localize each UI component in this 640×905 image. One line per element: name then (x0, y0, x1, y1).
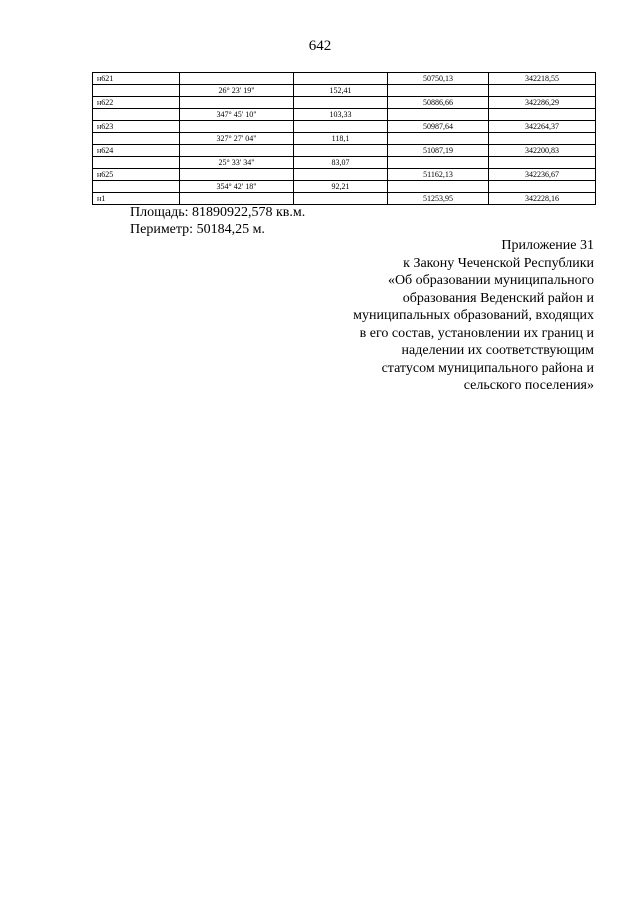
point-cell: н1 (93, 193, 180, 205)
length-cell (294, 169, 388, 181)
point-cell (93, 181, 180, 193)
table-row (93, 157, 596, 169)
bearing-cell (180, 73, 294, 85)
appendix-line: Приложение 31 (501, 238, 594, 253)
y-coordinate-cell: 342236,67 (489, 169, 596, 181)
appendix-line: в его состав, установлении их границ и (359, 325, 594, 341)
table-row (93, 145, 596, 157)
point-cell: н622 (93, 97, 180, 109)
appendix-line: муниципальных образований, входящих (353, 308, 594, 323)
bearing-cell (180, 121, 294, 133)
table-row (93, 193, 596, 205)
x-coordinate-cell: 50750,13 (388, 73, 489, 85)
bearing-cell (180, 169, 294, 181)
point-cell: н624 (93, 145, 180, 157)
table-row (93, 85, 596, 97)
x-coordinate-cell (388, 85, 489, 97)
y-coordinate-cell (489, 181, 596, 193)
point-cell (93, 85, 180, 97)
point-cell: н623 (93, 121, 180, 133)
length-cell: 83,07 (294, 157, 388, 169)
length-cell: 118,1 (294, 133, 388, 145)
length-cell: 103,33 (294, 109, 388, 121)
y-coordinate-cell: 342228,16 (489, 193, 596, 205)
length-cell (294, 121, 388, 133)
bearing-cell: 354° 42' 18" (180, 181, 294, 193)
appendix-line: наделении их соответствующим (401, 343, 594, 358)
point-cell (93, 133, 180, 145)
table-row (93, 181, 596, 193)
x-coordinate-cell: 51253,95 (388, 193, 489, 205)
length-cell: 92,21 (294, 181, 388, 193)
appendix-header (294, 237, 594, 395)
point-cell (93, 109, 180, 121)
x-coordinate-cell: 50987,64 (388, 121, 489, 133)
perimeter-text: Периметр: 50184,25 м. (130, 222, 265, 237)
page-number: 642 (308, 38, 332, 54)
area-text: Площадь: 81890922,578 кв.м. (130, 205, 306, 220)
y-coordinate-cell (489, 133, 596, 145)
x-coordinate-cell (388, 157, 489, 169)
point-cell: н625 (93, 169, 180, 181)
bearing-cell: 25° 33' 34" (180, 157, 294, 169)
bearing-cell: 327° 27' 04" (180, 133, 294, 145)
x-coordinate-cell: 51087,19 (388, 145, 489, 157)
table-row (93, 133, 596, 145)
length-cell (294, 145, 388, 157)
point-cell: н621 (93, 73, 180, 85)
bearing-cell: 347° 45' 10" (180, 109, 294, 121)
length-cell (294, 97, 388, 109)
appendix-line: образования Веденский район и (402, 290, 594, 306)
point-cell (93, 157, 180, 169)
length-cell (294, 193, 388, 205)
appendix-line: статусом муниципального района и (381, 360, 594, 376)
y-coordinate-cell: 342200,83 (489, 145, 596, 157)
y-coordinate-cell: 342264,37 (489, 121, 596, 133)
y-coordinate-cell (489, 157, 596, 169)
y-coordinate-cell (489, 109, 596, 121)
length-cell (294, 73, 388, 85)
y-coordinate-cell: 342286,29 (489, 97, 596, 109)
appendix-line: сельского поселения» (463, 378, 594, 393)
table-row (93, 97, 596, 109)
table-row (93, 109, 596, 121)
y-coordinate-cell (489, 85, 596, 97)
table-row (93, 73, 596, 85)
x-coordinate-cell: 51162,13 (388, 169, 489, 181)
x-coordinate-cell (388, 109, 489, 121)
x-coordinate-cell: 50886,66 (388, 97, 489, 109)
bearing-cell (180, 97, 294, 109)
y-coordinate-cell: 342218,55 (489, 73, 596, 85)
coordinates-table-body (93, 73, 596, 205)
table-row (93, 169, 596, 181)
bearing-cell: 26° 23' 19" (180, 85, 294, 97)
length-cell: 152,41 (294, 85, 388, 97)
x-coordinate-cell (388, 133, 489, 145)
coordinates-table (92, 72, 596, 205)
bearing-cell (180, 145, 294, 157)
bearing-cell (180, 193, 294, 205)
appendix-line: «Об образовании муниципального (387, 273, 594, 288)
appendix-line: к Закону Чеченской Республики (403, 255, 594, 271)
x-coordinate-cell (388, 181, 489, 193)
table-row (93, 121, 596, 133)
